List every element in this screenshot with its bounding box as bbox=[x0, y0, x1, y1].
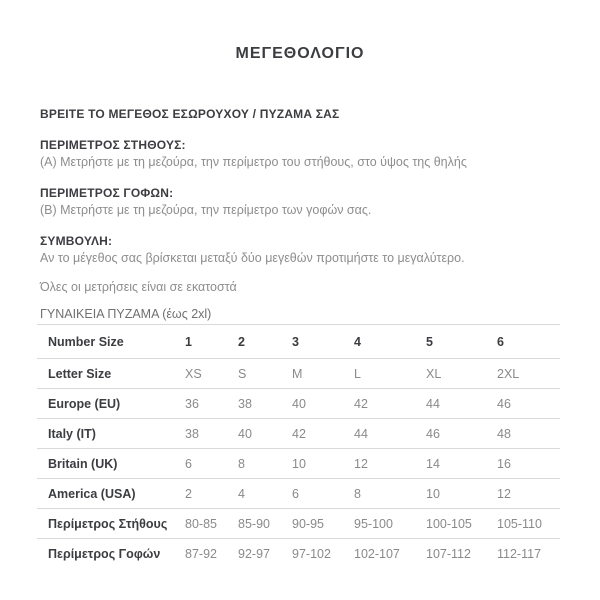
size-value-cell: 42 bbox=[354, 396, 368, 411]
size-value-cell: 92-97 bbox=[238, 546, 270, 561]
hip-measure-section bbox=[40, 186, 560, 218]
size-value-cell: 85-90 bbox=[238, 516, 270, 531]
advice-text: Αν το μέγεθος σας βρίσκεται μεταξύ δύο μεγεθών προτιμήστε το μεγαλύτερο. bbox=[40, 251, 465, 265]
size-value-cell: 107-112 bbox=[426, 546, 471, 561]
size-value-cell: 3 bbox=[292, 334, 299, 349]
size-value-cell: 6 bbox=[185, 456, 192, 471]
chest-measure-section bbox=[40, 138, 560, 170]
size-value-cell: 10 bbox=[292, 456, 306, 471]
advice-heading: ΣΥΜΒΟΥΛΗ: bbox=[40, 234, 113, 248]
size-value-cell: 38 bbox=[238, 396, 252, 411]
size-value-cell: 6 bbox=[497, 334, 504, 349]
hip-measure-heading: ΠΕΡΙΜΕΤΡΟΣ ΓΟΦΩΝ: bbox=[40, 186, 174, 200]
row-label-cell: Britain (UK) bbox=[48, 456, 118, 471]
page-title: ΜΕΓΕΘΟΛΟΓΙΟ bbox=[235, 45, 365, 62]
size-value-cell: 46 bbox=[426, 426, 440, 441]
row-label-cell: America (USA) bbox=[48, 486, 136, 501]
size-value-cell: 42 bbox=[292, 426, 306, 441]
size-value-cell: 100-105 bbox=[426, 516, 472, 531]
size-value-cell: 102-107 bbox=[354, 546, 400, 561]
size-value-cell: 97-102 bbox=[292, 546, 331, 561]
size-value-cell: 105-110 bbox=[497, 516, 542, 531]
hip-measure-instruction: (B) Μετρήστε με τη μεζούρα, την περίμετρο των γοφών σας. bbox=[40, 203, 372, 217]
size-value-cell: 40 bbox=[292, 396, 306, 411]
size-value-cell: 5 bbox=[426, 334, 433, 349]
chest-measure-heading: ΠΕΡΙΜΕΤΡΟΣ ΣΤΗΘΟΥΣ: bbox=[40, 138, 186, 152]
size-value-cell: 95-100 bbox=[354, 516, 393, 531]
table-row bbox=[37, 449, 560, 479]
table-row bbox=[37, 509, 560, 539]
size-value-cell: 8 bbox=[238, 456, 245, 471]
women-pyjama-size-table bbox=[37, 324, 560, 569]
size-value-cell: 12 bbox=[497, 486, 511, 501]
size-value-cell: 4 bbox=[354, 334, 361, 349]
chest-measure-instruction: (A) Μετρήστε με τη μεζούρα, την περίμετρο του στήθους, στο ύψος της θηλής bbox=[40, 155, 467, 169]
size-value-cell: 46 bbox=[497, 396, 511, 411]
table-row bbox=[37, 539, 560, 569]
size-value-cell: 36 bbox=[185, 396, 199, 411]
size-value-cell: 4 bbox=[238, 486, 245, 501]
size-value-cell: 16 bbox=[497, 456, 511, 471]
size-value-cell: 6 bbox=[292, 486, 299, 501]
size-value-cell: 38 bbox=[185, 426, 199, 441]
table-row bbox=[37, 479, 560, 509]
size-value-cell: 48 bbox=[497, 426, 511, 441]
size-value-cell: 8 bbox=[354, 486, 361, 501]
table-row bbox=[37, 419, 560, 449]
row-label-cell: Περίμετρος Γοφών bbox=[48, 546, 161, 561]
size-value-cell: M bbox=[292, 366, 303, 381]
advice-section bbox=[40, 234, 560, 266]
row-label-cell: Number Size bbox=[48, 334, 124, 349]
size-value-cell: 2XL bbox=[497, 366, 520, 381]
size-value-cell: 44 bbox=[426, 396, 440, 411]
size-value-cell: 2 bbox=[185, 486, 192, 501]
size-value-cell: 2 bbox=[238, 334, 245, 349]
size-value-cell: 1 bbox=[185, 334, 192, 349]
size-value-cell: S bbox=[238, 366, 247, 381]
size-value-cell: 87-92 bbox=[185, 546, 217, 561]
size-value-cell: L bbox=[354, 366, 361, 381]
size-value-cell: 80-85 bbox=[185, 516, 217, 531]
size-table-caption: ΓΥΝΑΙΚΕΙΑ ΠΥΖΑΜΑ (έως 2xl) bbox=[40, 307, 212, 321]
size-value-cell: XS bbox=[185, 366, 202, 381]
size-value-cell: 10 bbox=[426, 486, 440, 501]
table-row bbox=[37, 359, 560, 389]
size-value-cell: 44 bbox=[354, 426, 368, 441]
size-value-cell: XL bbox=[426, 366, 442, 381]
size-value-cell: 12 bbox=[354, 456, 368, 471]
row-label-cell: Italy (IT) bbox=[48, 426, 96, 441]
size-value-cell: 40 bbox=[238, 426, 252, 441]
table-row bbox=[37, 325, 560, 359]
size-value-cell: 112-117 bbox=[497, 546, 542, 561]
row-label-cell: Letter Size bbox=[48, 366, 112, 381]
size-value-cell: 90-95 bbox=[292, 516, 324, 531]
find-your-size-heading: ΒΡΕΙΤΕ ΤΟ ΜΕΓΕΘΟΣ ΕΣΩΡΟΥΧΟΥ / ΠΥΖΑΜΑ ΣΑΣ bbox=[40, 107, 340, 121]
table-row bbox=[37, 389, 560, 419]
row-label-cell: Περίμετρος Στήθους bbox=[48, 516, 168, 531]
row-label-cell: Europe (EU) bbox=[48, 396, 121, 411]
measurements-unit-note: Όλες οι μετρήσεις είναι σε εκατοστά bbox=[40, 280, 237, 294]
size-value-cell: 14 bbox=[426, 456, 440, 471]
